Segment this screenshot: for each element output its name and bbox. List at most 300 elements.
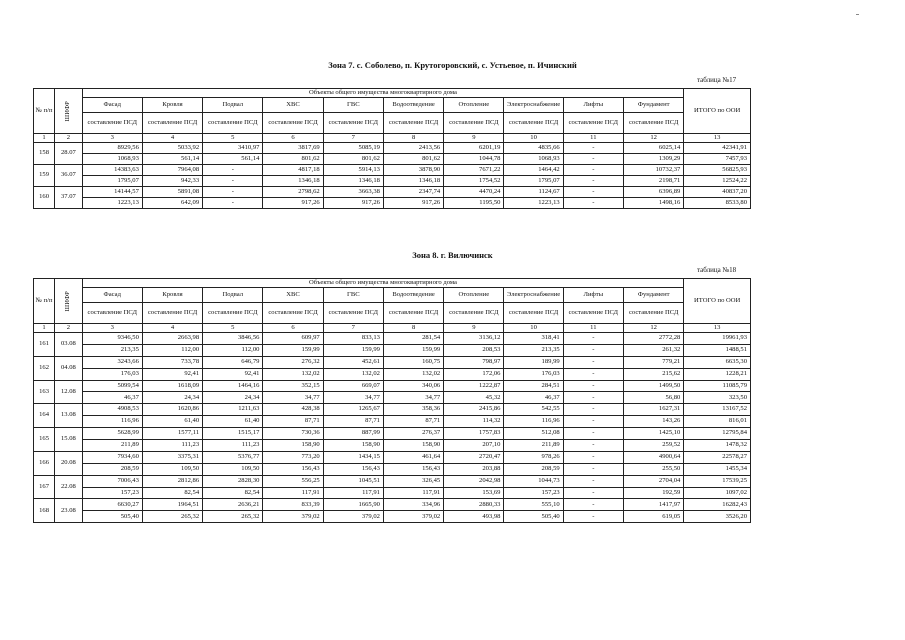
cell-value: - xyxy=(563,428,623,440)
col-header-object: Фундамент xyxy=(623,98,683,113)
cell-value: 2663,98 xyxy=(142,333,202,345)
table-row xyxy=(34,428,751,440)
col-number: 3 xyxy=(82,324,142,333)
cell-value: 2198,71 xyxy=(623,176,683,187)
cell-value: 1346,18 xyxy=(263,176,323,187)
col-header-total: ИТОГО по ООИ xyxy=(684,279,751,324)
cell-value: 40837,20 xyxy=(684,187,751,198)
cell-value: 6630,27 xyxy=(82,499,142,511)
cell-value: 1222,87 xyxy=(444,380,504,392)
cell-value: 132,02 xyxy=(383,368,443,380)
cell-value: 1795,07 xyxy=(504,176,563,187)
table-row xyxy=(34,416,751,428)
cell-value: - xyxy=(563,198,623,209)
cell-value: 646,79 xyxy=(203,356,263,368)
cell-value: 132,02 xyxy=(263,368,323,380)
cell-value: - xyxy=(203,198,263,209)
col-header-object: Лифты xyxy=(563,288,623,303)
cell-value: 114,32 xyxy=(444,416,504,428)
cell-value: 323,50 xyxy=(684,392,751,404)
row-num: 164 xyxy=(34,404,55,428)
table-row xyxy=(34,176,751,187)
cell-value: 92,41 xyxy=(142,368,202,380)
table-row xyxy=(34,333,751,345)
col-header-object: Фасад xyxy=(82,288,142,303)
col-header-code-label: ШИФР xyxy=(64,290,72,312)
cell-value: 159,99 xyxy=(383,344,443,356)
cell-value: - xyxy=(563,333,623,345)
cell-value: 730,36 xyxy=(263,428,323,440)
cell-value: 12795,84 xyxy=(684,428,751,440)
cell-value: 5914,13 xyxy=(323,165,383,176)
cell-value: 1964,51 xyxy=(142,499,202,511)
cell-value: 1515,17 xyxy=(203,428,263,440)
cell-value: 112,00 xyxy=(203,344,263,356)
col-number: 8 xyxy=(383,324,443,333)
cell-value: 213,35 xyxy=(82,344,142,356)
cell-value: 978,26 xyxy=(504,451,563,463)
cell-value: 265,32 xyxy=(142,511,202,523)
col-header-num: № п/п xyxy=(34,279,55,324)
cell-value: 158,90 xyxy=(323,440,383,452)
cell-value: 1455,34 xyxy=(684,463,751,475)
col-number: 5 xyxy=(203,324,263,333)
cell-value: 542,55 xyxy=(504,404,563,416)
cell-value: 159,99 xyxy=(263,344,323,356)
row-code: 37.07 xyxy=(55,187,82,209)
cell-value: 11085,79 xyxy=(684,380,751,392)
cell-value: 379,02 xyxy=(323,511,383,523)
cell-value: 1223,13 xyxy=(504,198,563,209)
cell-value: 1464,42 xyxy=(504,165,563,176)
cell-value: 159,99 xyxy=(323,344,383,356)
cell-value: 798,97 xyxy=(444,356,504,368)
cell-value: 2798,62 xyxy=(263,187,323,198)
cell-value: - xyxy=(563,380,623,392)
cell-value: 34,77 xyxy=(383,392,443,404)
cell-value: 117,91 xyxy=(263,487,323,499)
cell-value: 5376,77 xyxy=(203,451,263,463)
cell-value: 887,99 xyxy=(323,428,383,440)
cell-value: 5085,19 xyxy=(323,143,383,154)
col-header-object: Водоотведение xyxy=(383,98,443,113)
cell-value: 1124,67 xyxy=(504,187,563,198)
cell-value: - xyxy=(563,404,623,416)
cell-value: 92,41 xyxy=(203,368,263,380)
cell-value: 2828,30 xyxy=(203,475,263,487)
cell-value: 556,25 xyxy=(263,475,323,487)
col-header-sub: составление ПСД xyxy=(623,113,683,134)
cell-value: 10732,37 xyxy=(623,165,683,176)
cell-value: 2413,56 xyxy=(383,143,443,154)
zone-8-table xyxy=(33,278,751,523)
col-header-object: Электроснабжение xyxy=(504,288,563,303)
cell-value: 1417,97 xyxy=(623,499,683,511)
col-number: 6 xyxy=(263,324,323,333)
cell-value: 1627,31 xyxy=(623,404,683,416)
cell-value: 22578,27 xyxy=(684,451,751,463)
cell-value: 1754,52 xyxy=(444,176,504,187)
cell-value: 452,61 xyxy=(323,356,383,368)
table-row xyxy=(34,404,751,416)
cell-value: 561,14 xyxy=(203,154,263,165)
cell-value: 156,43 xyxy=(323,463,383,475)
cell-value: - xyxy=(563,451,623,463)
col-header-sub: составление ПСД xyxy=(82,113,142,134)
cell-value: 208,59 xyxy=(504,463,563,475)
zone-7-title: Зона 7. с. Соболево, п. Крутогоровский, с. Устьевое, п. Ичинский xyxy=(328,60,577,70)
cell-value: - xyxy=(563,511,623,523)
col-number: 4 xyxy=(142,134,202,143)
row-num: 163 xyxy=(34,380,55,404)
cell-value: 160,75 xyxy=(383,356,443,368)
col-header-sub: составление ПСД xyxy=(383,303,443,324)
cell-value: - xyxy=(203,187,263,198)
col-number: 4 xyxy=(142,324,202,333)
cell-value: 42341,91 xyxy=(684,143,751,154)
table-row xyxy=(34,344,751,356)
col-number: 11 xyxy=(563,324,623,333)
cell-value: - xyxy=(563,463,623,475)
cell-value: 609,97 xyxy=(263,333,323,345)
cell-value: 4908,53 xyxy=(82,404,142,416)
cell-value: 109,50 xyxy=(203,463,263,475)
cell-value: 5099,54 xyxy=(82,380,142,392)
cell-value: - xyxy=(203,176,263,187)
table-row xyxy=(34,198,751,209)
row-code: 03.08 xyxy=(55,333,82,357)
cell-value: 1068,93 xyxy=(82,154,142,165)
col-header-object: ХВС xyxy=(263,288,323,303)
cell-value: 24,34 xyxy=(203,392,263,404)
cell-value: 379,02 xyxy=(263,511,323,523)
table-row xyxy=(34,356,751,368)
cell-value: 34,77 xyxy=(323,392,383,404)
cell-value: 3663,38 xyxy=(323,187,383,198)
col-header-object: Фасад xyxy=(82,98,142,113)
col-header-object: ГВС xyxy=(323,98,383,113)
cell-value: 3878,90 xyxy=(383,165,443,176)
cell-value: 942,33 xyxy=(142,176,202,187)
cell-value: 276,32 xyxy=(263,356,323,368)
cell-value: 1464,16 xyxy=(203,380,263,392)
cell-value: 1434,15 xyxy=(323,451,383,463)
cell-value: 112,00 xyxy=(142,344,202,356)
cell-value: 261,32 xyxy=(623,344,683,356)
cell-value: 192,59 xyxy=(623,487,683,499)
col-number: 13 xyxy=(684,134,751,143)
cell-value: 1045,51 xyxy=(323,475,383,487)
cell-value: - xyxy=(563,368,623,380)
cell-value: 801,62 xyxy=(323,154,383,165)
cell-value: 211,89 xyxy=(82,440,142,452)
cell-value: - xyxy=(563,356,623,368)
table-row xyxy=(34,368,751,380)
cell-value: 1488,51 xyxy=(684,344,751,356)
cell-value: 176,03 xyxy=(82,368,142,380)
cell-value: 4817,18 xyxy=(263,165,323,176)
cell-value: 1620,86 xyxy=(142,404,202,416)
cell-value: - xyxy=(563,187,623,198)
col-header-num: № п/п xyxy=(34,89,55,134)
cell-value: 1211,63 xyxy=(203,404,263,416)
row-num: 167 xyxy=(34,475,55,499)
cell-value: 1044,73 xyxy=(504,475,563,487)
cell-value: 14144,57 xyxy=(82,187,142,198)
cell-value: 1757,83 xyxy=(444,428,504,440)
cell-value: 143,26 xyxy=(623,416,683,428)
cell-value: 153,69 xyxy=(444,487,504,499)
cell-value: 116,96 xyxy=(82,416,142,428)
cell-value: - xyxy=(563,416,623,428)
col-number: 1 xyxy=(34,134,55,143)
cell-value: 215,62 xyxy=(623,368,683,380)
cell-value: 2042,98 xyxy=(444,475,504,487)
col-header-object: Подвал xyxy=(203,288,263,303)
cell-value: 111,23 xyxy=(142,440,202,452)
table-18-label: таблица №18 xyxy=(697,266,737,274)
col-number: 13 xyxy=(684,324,751,333)
cell-value: 208,53 xyxy=(444,344,504,356)
col-header-sub: составление ПСД xyxy=(323,303,383,324)
cell-value: 111,23 xyxy=(203,440,263,452)
cell-value: 157,23 xyxy=(82,487,142,499)
cell-value: 46,37 xyxy=(504,392,563,404)
table-row xyxy=(34,451,751,463)
col-header-sub: составление ПСД xyxy=(142,113,202,134)
cell-value: 512,08 xyxy=(504,428,563,440)
cell-value: 7457,93 xyxy=(684,154,751,165)
cell-value: 116,96 xyxy=(504,416,563,428)
cell-value: 1577,11 xyxy=(142,428,202,440)
row-code: 28.07 xyxy=(55,143,82,165)
col-header-object: Подвал xyxy=(203,98,263,113)
col-number: 2 xyxy=(55,134,82,143)
cell-value: - xyxy=(563,392,623,404)
row-num: 162 xyxy=(34,356,55,380)
cell-value: 1068,93 xyxy=(504,154,563,165)
cell-value: 2812,86 xyxy=(142,475,202,487)
col-header-object: Фундамент xyxy=(623,288,683,303)
cell-value: 82,54 xyxy=(203,487,263,499)
col-header-code-label: ШИФР xyxy=(64,100,72,122)
cell-value: 917,26 xyxy=(263,198,323,209)
row-code: 04.08 xyxy=(55,356,82,380)
cell-value: 17539,25 xyxy=(684,475,751,487)
col-header-sub: составление ПСД xyxy=(504,113,563,134)
cell-value: 5033,92 xyxy=(142,143,202,154)
col-header-sub: составление ПСД xyxy=(323,113,383,134)
cell-value: 801,62 xyxy=(383,154,443,165)
cell-value: 207,10 xyxy=(444,440,504,452)
table-row xyxy=(34,440,751,452)
cell-value: 255,50 xyxy=(623,463,683,475)
cell-value: 56,80 xyxy=(623,392,683,404)
col-header-object: Кровля xyxy=(142,288,202,303)
cell-value: 642,09 xyxy=(142,198,202,209)
col-header-sub: составление ПСД xyxy=(444,113,504,134)
cell-value: 2880,33 xyxy=(444,499,504,511)
col-header-total: ИТОГО по ООИ xyxy=(684,89,751,134)
cell-value: 156,43 xyxy=(383,463,443,475)
col-header-object: Электроснабжение xyxy=(504,98,563,113)
col-header-sub: составление ПСД xyxy=(203,303,263,324)
row-num: 159 xyxy=(34,165,55,187)
cell-value: 1223,13 xyxy=(82,198,142,209)
zone-8-title: Зона 8. г. Вилючинск xyxy=(412,250,493,260)
cell-value: 4835,66 xyxy=(504,143,563,154)
cell-value: 265,32 xyxy=(203,511,263,523)
cell-value: 816,01 xyxy=(684,416,751,428)
group-header: Объекты общего имущества многоквартирного дома xyxy=(82,89,684,98)
cell-value: - xyxy=(563,499,623,511)
cell-value: 358,36 xyxy=(383,404,443,416)
cell-value: - xyxy=(563,487,623,499)
col-number: 12 xyxy=(623,134,683,143)
cell-value: 87,71 xyxy=(263,416,323,428)
cell-value: 352,15 xyxy=(263,380,323,392)
cell-value: 176,03 xyxy=(504,368,563,380)
col-header-object: ГВС xyxy=(323,288,383,303)
cell-value: 45,32 xyxy=(444,392,504,404)
row-num: 166 xyxy=(34,451,55,475)
row-num: 161 xyxy=(34,333,55,357)
cell-value: 1309,29 xyxy=(623,154,683,165)
cell-value: 6635,30 xyxy=(684,356,751,368)
col-header-object: Кровля xyxy=(142,98,202,113)
cell-value: 3136,12 xyxy=(444,333,504,345)
col-header-sub: составление ПСД xyxy=(563,113,623,134)
cell-value: 61,40 xyxy=(142,416,202,428)
col-number: 3 xyxy=(82,134,142,143)
col-header-sub: составление ПСД xyxy=(383,113,443,134)
cell-value: 2772,28 xyxy=(623,333,683,345)
col-header-sub: составление ПСД xyxy=(563,303,623,324)
cell-value: 7964,08 xyxy=(142,165,202,176)
table-row xyxy=(34,499,751,511)
table-row xyxy=(34,154,751,165)
cell-value: 132,02 xyxy=(323,368,383,380)
cell-value: 87,71 xyxy=(323,416,383,428)
cell-value: 8533,80 xyxy=(684,198,751,209)
cell-value: 1044,78 xyxy=(444,154,504,165)
cell-value: 917,26 xyxy=(383,198,443,209)
cell-value: 259,52 xyxy=(623,440,683,452)
cell-value: 334,96 xyxy=(383,499,443,511)
cell-value: 24,34 xyxy=(142,392,202,404)
cell-value: 318,41 xyxy=(504,333,563,345)
cell-value: 109,50 xyxy=(142,463,202,475)
cell-value: 1265,67 xyxy=(323,404,383,416)
row-code: 20.08 xyxy=(55,451,82,475)
col-header-sub: составление ПСД xyxy=(263,303,323,324)
table-row xyxy=(34,475,751,487)
cell-value: 203,88 xyxy=(444,463,504,475)
cell-value: - xyxy=(563,440,623,452)
cell-value: 2720,47 xyxy=(444,451,504,463)
cell-value: 1665,90 xyxy=(323,499,383,511)
col-number: 10 xyxy=(504,324,563,333)
col-header-code xyxy=(55,89,82,134)
cell-value: 157,23 xyxy=(504,487,563,499)
cell-value: 1618,09 xyxy=(142,380,202,392)
cell-value: 833,13 xyxy=(323,333,383,345)
col-number: 9 xyxy=(444,134,504,143)
row-num: 165 xyxy=(34,428,55,452)
row-code: 13.08 xyxy=(55,404,82,428)
row-num: 160 xyxy=(34,187,55,209)
cell-value: 1795,07 xyxy=(82,176,142,187)
cell-value: 213,35 xyxy=(504,344,563,356)
cell-value: 6396,89 xyxy=(623,187,683,198)
cell-value: 1195,50 xyxy=(444,198,504,209)
cell-value: 117,91 xyxy=(323,487,383,499)
cell-value: 12524,22 xyxy=(684,176,751,187)
cell-value: 5628,99 xyxy=(82,428,142,440)
cell-value: 281,54 xyxy=(383,333,443,345)
cell-value: 3526,20 xyxy=(684,511,751,523)
col-header-object: Водоотведение xyxy=(383,288,443,303)
cell-value: 6025,14 xyxy=(623,143,683,154)
cell-value: 56825,93 xyxy=(684,165,751,176)
col-header-object: Лифты xyxy=(563,98,623,113)
cell-value: 7934,60 xyxy=(82,451,142,463)
cell-value: 4470,24 xyxy=(444,187,504,198)
col-header-sub: составление ПСД xyxy=(203,113,263,134)
cell-value: 917,26 xyxy=(323,198,383,209)
col-header-object: ХВС xyxy=(263,98,323,113)
cell-value: 87,71 xyxy=(383,416,443,428)
col-number: 7 xyxy=(323,324,383,333)
table-row xyxy=(34,463,751,475)
col-header-sub: составление ПСД xyxy=(444,303,504,324)
cell-value: 2636,21 xyxy=(203,499,263,511)
group-header: Объекты общего имущества многоквартирного дома xyxy=(82,279,684,288)
row-num: 158 xyxy=(34,143,55,165)
cell-value: 1499,50 xyxy=(623,380,683,392)
cell-value: 1425,10 xyxy=(623,428,683,440)
col-number: 5 xyxy=(203,134,263,143)
cell-value: 19961,93 xyxy=(684,333,751,345)
cell-value: 428,38 xyxy=(263,404,323,416)
cell-value: 1498,16 xyxy=(623,198,683,209)
table-row xyxy=(34,487,751,499)
cell-value: 34,77 xyxy=(263,392,323,404)
cell-value: 619,05 xyxy=(623,511,683,523)
cell-value: 779,21 xyxy=(623,356,683,368)
cell-value: 1346,18 xyxy=(383,176,443,187)
col-number: 10 xyxy=(504,134,563,143)
cell-value: - xyxy=(563,475,623,487)
cell-value: 6201,19 xyxy=(444,143,504,154)
col-header-sub: составление ПСД xyxy=(623,303,683,324)
cell-value: - xyxy=(563,176,623,187)
cell-value: 7671,22 xyxy=(444,165,504,176)
col-number: 12 xyxy=(623,324,683,333)
cell-value: 3410,97 xyxy=(203,143,263,154)
cell-value: 211,89 xyxy=(504,440,563,452)
cell-value: 493,98 xyxy=(444,511,504,523)
cell-value: 2347,74 xyxy=(383,187,443,198)
col-number: 8 xyxy=(383,134,443,143)
cell-value: 172,06 xyxy=(444,368,504,380)
col-header-object: Отопление xyxy=(444,98,504,113)
cell-value: 2415,86 xyxy=(444,404,504,416)
cell-value: 1097,02 xyxy=(684,487,751,499)
cell-value: 189,99 xyxy=(504,356,563,368)
row-code: 36.07 xyxy=(55,165,82,187)
cell-value: 208,59 xyxy=(82,463,142,475)
